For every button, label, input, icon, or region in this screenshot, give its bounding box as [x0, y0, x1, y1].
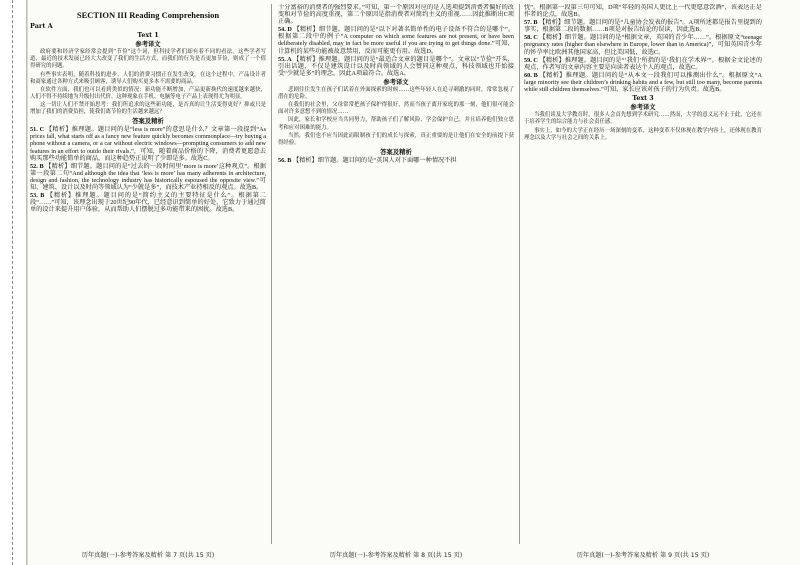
translation-paragraph: 悲剧往往发生在孩子们试着在外面探索的时候……这些年轻人在追寻刺激的同时，常常忽视了潜在的危险。: [278, 87, 514, 101]
translation-paragraph: 政府要和经济学家经常会提到“节俭”这个词，但科技学者们却有着不同的看法。这些学者写道，最近的技术发展已经大大改变了我们的生活方式，而我们的行为是否更加节俭，则成了一个值得研究的问题。: [30, 49, 266, 70]
answer-text: 【精析】推理题。题目问的是“从本文一段我们可以推测出什么”。根据原文“A large minority see their children’s drinking habits and a few, but still too many, become parents while still children themselves.”可知，家长应该对孩子的行为负责。故选B。: [524, 71, 762, 94]
answer-item: [30, 163, 266, 191]
answer-text: 【精析】细节题。题目问的是“英国人对下面哪一种情况不担: [292, 156, 457, 164]
translation-paragraph: 在软件方面，我们也可以看到类似的情况：新功能不断增加，产品更新换代的速度越来越快，人们不得不持续地为升级付出代价。这种现象在手机、电脑等电子产品上表现得尤为明显。: [30, 86, 266, 100]
page-footer: 历年真题(一)-参考答案及精析 第 7 页(共 15 页): [81, 552, 215, 559]
translation-paragraph: 这一切让人们不禁开始思考：我们所追求的这些新功能，是否真的让生活变得更好？抑或只是增加了我们的消费负担，使我们离节俭的生活越来越远？: [30, 101, 266, 116]
answer-number: 55. A: [278, 55, 292, 63]
answer-item: [524, 34, 762, 55]
answer-number: 58. C: [524, 34, 538, 42]
binding-dashed-line: [12, 0, 13, 565]
answer-item: [524, 72, 762, 93]
answer-item: [524, 19, 762, 33]
translation-paragraph: 当我们谈及大学教育时，很多人会首先想到学术研究……然而，大学的意义远不止于此，它还在于培养学生的综合能力与社会责任感。: [524, 112, 762, 126]
answer-text: 【精析】推理题。题目问的是“最适合文章的题目是哪个”。文章以“节俭”开头，引出话题，不仅是建筑设计以及时尚领域的人会赞同这种观点，科技领域也开始接受“少就是多”的理念，因此A项最符合。故选A。: [278, 55, 514, 77]
translation-paragraph: 当然，我们也不应当因此而限制孩子们的成长与探索，真正重要的是让他们在安全的前提下获得经验。: [278, 132, 514, 146]
answer-text: 【精析】推理题。题目问的是“‘我们’所指的是‘我们在学术界’”。根据全文论述的观点，作者写的文章内容主要是向读者表达个人的观点，故选C。: [524, 56, 762, 71]
answer-number: 56. B: [278, 156, 292, 164]
answer-text: 【精析】推理题。题目问的是“简约主义的主要特征是什么”。根据第二段“……”可知，该理念出现于20世纪90年代，已经意识到简单的好处，它致力于通过简单的设计来提升用户体验，从而帮助人们摆脱过多功能带来的困扰。故选B。: [30, 192, 266, 214]
answer-item: [524, 4, 762, 18]
answer-item: [278, 4, 514, 25]
section-title: SECTION III Reading Comprehension: [76, 10, 220, 20]
translation-paragraph: 有些事实表明，随着科技的进步，人们的消费习惯正在发生改变。在这个过程中，产品设计者和商家通过各种方式来吸引顾客，诱导人们购买更多本不需要的商品。: [30, 71, 266, 85]
page-7-column: [30, 4, 266, 524]
translation-heading: 参考译文: [135, 41, 161, 49]
column-divider: [519, 4, 520, 544]
answer-item: [30, 192, 266, 213]
answer-item: [278, 56, 514, 77]
answers-heading: 答案及精析: [132, 118, 164, 126]
answer-text: 【精析】细节题。题目问的是“根据文章，英国的青少年……”。根据原文“teenage pregnancy rates (higher than elsewhere in Europe, lower than in America)”，可知英国青少年的怀孕率比欧洲其他国家高，但比美国低，故选C。: [524, 34, 762, 56]
page-footer: 历年真题(一)-参考答案及精析 第 8 页(共 15 页): [329, 552, 463, 559]
text-title: Text 1: [137, 32, 159, 40]
page-9-column: [524, 4, 762, 524]
answer-number: 60. B: [524, 71, 538, 79]
answer-text: 忧”。根据第一段第三句可知，D项“年轻的英国人更比上一代更愿意饮酒”，该表达正是作者的论点，故选B。: [524, 4, 762, 19]
answer-text: 【精析】细节题。题目问的是“儿童协会发表的报告”。A项所述都是报告里提到的事实，根据第二段的数据……B项是对报告结论的误读，因此选B。: [524, 19, 762, 34]
page-8-column: [278, 4, 514, 524]
answer-item: [30, 126, 266, 161]
translation-paragraph: 因此，家长和学校应当共同努力，帮助孩子们了解风险、学会保护自己，并且培养他们独立思考和应对困难的能力。: [278, 117, 514, 131]
translation-heading: 参考译文: [630, 104, 656, 112]
answer-item: [278, 26, 514, 54]
column-divider: [271, 4, 272, 544]
page-footer: 历年真题(一)-参考答案及精析 第 9 页(共 15 页): [576, 552, 710, 559]
answer-text: 【精析】细节题。题目问的是“过去的一段时间里‘more is more’这种观点”。根据第一段第二句“And although the idea that ‘less is more’ has many adherents in architecture, design and fashion, the technology industry has historically espoused the opposite view.”可知，建筑、设计以及时尚等领域认为“少就是多”，而技术产业持相反的观点。故选B。: [30, 162, 266, 191]
part-heading: Part A: [30, 22, 53, 30]
answer-number: 53. B: [30, 192, 45, 200]
text-title: Text 3: [632, 95, 654, 103]
answer-number: 51. C: [30, 126, 45, 134]
answer-number: 52. B: [30, 162, 44, 170]
answer-text: 【精析】推理题。题目问的是“less is more”的意思是什么？文章第一段提到“As prices fall, what starts off as a fancy new feature quickly becomes commonplace—try buying a phone without a camera, or a car without electric windows—prompting consumers to add new features in an effort to outdo their rivals.”，可知，随着商品价格的下降，消费者更愿意去购买那些功能简单的商品，而这种趋势正说明了少即是多。故选C。: [30, 126, 266, 162]
translation-paragraph: 在我们的社会里，父母常常把孩子保护得很好，然而当孩子离开家庭的那一刻，他们很可能会面对许多意想不到的情况……: [278, 102, 514, 116]
answer-item: [278, 157, 514, 164]
answer-text: 【精析】细节题。题目问的是“以下对著名简单性的电子设备不符合的是哪个”。根据第二段中的例子“A computer on which some features are not present, or have been deliberately disabled, may in fact be more useful if you are trying to get things done.”可知，计算机的某些功能被故意禁用，反而可能更有用。故选D。: [278, 26, 514, 55]
answer-number: 59. C: [524, 56, 538, 64]
answers-heading: 答案及精析: [380, 148, 412, 156]
answer-item: [524, 57, 762, 71]
answer-text: 十分富裕的消费者的强烈要求。”可知，第一个原因对应的是人选项提到消费者偏好的改变和对节俭的高度重视，第二个原因是指消费者对简约主义的重视……因此推断出C项正确。: [278, 4, 514, 26]
answer-number: 54. D: [278, 26, 292, 34]
answer-number: 57. B: [524, 19, 538, 27]
translation-paragraph: 事实上，如今的大学正在经历一场深刻的变革，这种变革不仅体现在教学内容上，还体现在教育理念以及大学与社会之间的关系上。: [524, 127, 762, 141]
binding-margin: [0, 0, 27, 565]
translation-heading: 参考译文: [383, 78, 409, 86]
